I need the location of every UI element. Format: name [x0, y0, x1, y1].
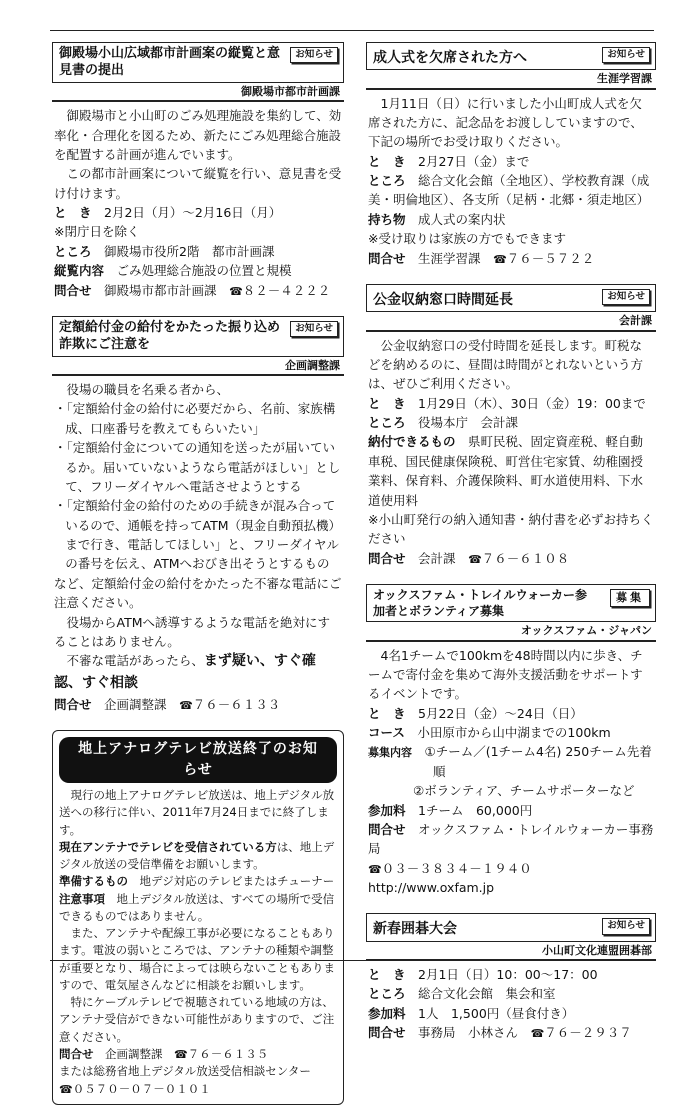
field-label: 募集内容 [368, 746, 412, 760]
contact-dept: 事務局 小林さん [418, 1025, 519, 1041]
article-title: 地上アナログテレビ放送終了のお知らせ [59, 737, 337, 783]
department-label: 小山町文化連盟囲碁部 [366, 941, 656, 961]
contact-label: 問合せ [368, 250, 406, 266]
field-value: ②ボランティア、チームサポーターなど [413, 783, 635, 799]
contact-label: 問合せ [368, 1025, 406, 1041]
article-coming-of-age [366, 42, 656, 268]
phone-number: ８２－４２２２ [242, 282, 331, 298]
contact-dept: オックスファム・トレイルウォーカー事務局 [368, 821, 654, 857]
contact-label: 問合せ [59, 1046, 94, 1061]
field-value: 地上デジタル放送は、すべての場所で受信できるものではありません。 [59, 891, 335, 923]
paragraph: また、アンテナや配線工事が必要になることもあります。電波の弱いところでは、アンテナの種類や調整が重要となり、場合によっては映らないこともありますので、電気屋さんなどに相談をお願いします。 [59, 926, 335, 992]
bullet-item: ・「定額給付金の給付に必要だから、名前、家族構成、口座番号を教えてもらいたい」 [54, 401, 336, 436]
article-analog-tv [52, 730, 344, 1105]
article-title: 新春囲碁大会 [373, 921, 457, 938]
bullet-item: ・「定額給付金についての通知を送ったが届いているか。届いていないようなら電話がほしい」として、フリーダイヤルへ電話させようとする [54, 440, 341, 494]
paragraph: 現行の地上アナログテレビ放送は、地上デジタル放送への移行に伴い、2011年7月24日までに終了します。 [59, 788, 335, 837]
department-label: 御殿場市都市計画課 [52, 82, 344, 102]
article-go-tournament [366, 913, 656, 1042]
emphasis-text: 現在アンテナでテレビを受信されている方 [59, 839, 277, 854]
department-label: 企画調整課 [52, 356, 344, 376]
field-value: 1人 1,500円（昼食付き） [418, 1005, 575, 1021]
phone-number: ０３－３８３４－１９４０ [381, 860, 532, 876]
notice-tag: お知らせ [602, 918, 650, 934]
paragraph: 特にケーブルテレビで視聴されている地域の方は、アンテナ受信ができない可能性がありますので、ご注意ください。 [59, 995, 335, 1044]
field-value: ごみ処理総合施設の位置と規模 [116, 263, 292, 279]
contact-alt: または総務省地上デジタル放送受信相談センター [59, 1064, 311, 1079]
article-title: 公金収納窓口時間延長 [373, 291, 513, 308]
article-title-box [52, 42, 344, 82]
field-label: 納付できるもの [368, 434, 456, 450]
field-value: 御殿場市役所2階 都市計画課 [104, 243, 275, 259]
phone-number: ７６－６１０８ [481, 550, 570, 566]
field-label: 注意事項 [59, 891, 105, 906]
article-oxfam [366, 584, 656, 897]
field-label: と き [368, 153, 406, 169]
field-label: ところ [368, 173, 406, 189]
article-city-plan [52, 42, 344, 300]
emphasis-text: まず疑い、すぐ確認、すぐ相談 [54, 653, 316, 692]
article-title: 定額給付金の給付をかたった振り込め詐欺にご注意を [59, 319, 281, 352]
field-value: 2月2日（月）～2月16日（月） [104, 205, 282, 221]
notice-tag: お知らせ [290, 321, 338, 337]
phone-number: ７６－５７２２ [506, 250, 595, 266]
left-column [52, 42, 344, 1105]
field-value: 2月27日（金）まで [418, 153, 530, 169]
phone-icon: ☎ [59, 1082, 73, 1096]
field-label: と き [368, 395, 406, 411]
right-column [366, 42, 656, 1059]
contact-label: 問合せ [54, 282, 92, 298]
department-label: 生涯学習課 [366, 69, 656, 89]
field-label: と き [368, 967, 406, 983]
contact-label: 問合せ [368, 550, 406, 566]
field-label: ところ [54, 243, 92, 259]
field-label: ところ [368, 415, 406, 431]
phone-icon: ☎ [368, 862, 382, 876]
paragraph: 4名1チームで100kmを48時間以内に歩き、チームで寄付金を集めて海外支援活動をサポートするイベントです。 [368, 647, 643, 702]
contact-dept: 御殿場市都市計画課 [104, 282, 217, 298]
field-label: 縦覧内容 [54, 263, 105, 279]
paragraph: 役場の職員を名乗る者から、 [66, 382, 230, 398]
paragraph: この都市計画案について縦覧を行い、意見書を受け付けます。 [54, 166, 342, 201]
contact-dept: 企画調整課 [105, 1046, 163, 1061]
field-label: 参加料 [368, 1005, 406, 1021]
article-title-box [366, 284, 656, 311]
article-payment-hours [366, 284, 656, 568]
field-value: 地デジ対応のテレビまたはチューナー [139, 874, 335, 889]
department-label: 会計課 [366, 311, 656, 331]
notice-tag: お知らせ [602, 47, 650, 63]
field-label: 持ち物 [368, 211, 406, 227]
article-fraud-warning [52, 316, 344, 714]
recruit-tag: 募集 [610, 589, 650, 607]
article-title: 御殿場小山広域都市計画案の縦覧と意見書の提出 [59, 46, 281, 78]
note: ※受け取りは家族の方でもできます [368, 231, 566, 247]
field-value: ①チーム／(1チーム4名) 250チーム先着順 [424, 744, 652, 779]
field-value: 5月22日（金）～24日（日） [418, 705, 583, 721]
contact-label: 問合せ [368, 821, 406, 837]
note: ※閉庁日を除く [54, 224, 140, 240]
note: ※小山町発行の納入通知書・納付書を必ずお持ちください [368, 511, 654, 547]
phone-icon: ☎ [179, 698, 193, 712]
field-label: 参加料 [368, 802, 406, 818]
contact-dept: 会計課 [418, 550, 456, 566]
field-value: 1月29日（木）、30日（金）19：00まで [418, 395, 646, 411]
field-value: 1チーム 60,000円 [418, 802, 533, 818]
phone-number: ７６－６１３３ [192, 696, 281, 712]
article-title: オックスファム・トレイルウォーカー参加者とボランティア募集 [373, 588, 587, 618]
phone-icon: ☎ [229, 284, 243, 298]
field-value: 成人式の案内状 [418, 211, 506, 227]
phone-number: ０５７０－０７－０１０１ [72, 1081, 211, 1096]
field-label: と き [54, 205, 92, 221]
phone-number: ７６－２９３７ [544, 1025, 632, 1041]
field-value: 総合文化会館（全地区）、学校教育課（成美・明倫地区）、各支所（足柄・北郷・須走地区） [368, 173, 650, 208]
phone-icon: ☎ [468, 552, 482, 566]
article-title-box [52, 316, 344, 356]
contact-label: 問合せ [54, 696, 92, 712]
phone-icon: ☎ [174, 1047, 188, 1061]
field-label: と き [368, 705, 406, 721]
notice-tag: お知らせ [290, 47, 338, 63]
paragraph: 不審な電話があったら、 [66, 653, 204, 669]
field-label: コース [368, 725, 405, 741]
contact-dept: 生涯学習課 [418, 250, 481, 266]
paragraph: 公金収納窓口の受付時間を延長します。町税などを納めるのに、昼間は時間がとれないという方は、ぜひご利用ください。 [368, 337, 644, 392]
field-value: 役場本庁 会計課 [418, 415, 519, 431]
paragraph: 1月11日（日）に行いました小山町成人式を欠席された方に、記念品をお渡ししていますので、下記の場所でお受け取りください。 [368, 95, 643, 150]
paragraph: 御殿場市と小山町のごみ処理施設を集約して、効率化・合理化を図るため、新たにごみ処理総合施設を配置する計画が進んでいます。 [54, 108, 342, 162]
paragraph: 役場からATMへ誘導するような電話を絶対にすることはありません。 [54, 614, 331, 649]
notice-tag: お知らせ [602, 289, 650, 305]
website-link[interactable]: http://www.oxfam.jp [368, 880, 495, 896]
contact-dept: 企画調整課 [104, 696, 167, 712]
paragraph: は、地上デジタル放送の受信準備をお願いします。 [59, 839, 335, 872]
field-value: 県町民税、固定資産税、軽自動車税、国民健康保険税、町営住宅家賃、幼稚園授業料、保育料、介護保険料、町水道使用料、下水道使用料 [368, 434, 644, 508]
phone-number: ７６－６１３５ [187, 1046, 269, 1061]
field-label: 準備するもの [59, 874, 128, 889]
article-title-box [366, 913, 656, 940]
field-value: 2月1日（日）10：00～17：00 [418, 967, 598, 983]
top-rule [50, 30, 654, 31]
phone-icon: ☎ [530, 1027, 545, 1041]
article-title-box [366, 584, 656, 621]
bullet-item: ・「定額給付金の給付のための手続きが混み合っているので、通帳を持ってATM（現金自動預払機）まで行き、電話してほしい」と、フリーダイヤルの番号を伝え、ATMへおびき出そうとするもの [54, 498, 342, 572]
paragraph: など、定額給付金の給付をかたった不審な電話にご注意ください。 [54, 575, 342, 611]
field-value: 小田原市から山中湖までの100km [417, 725, 611, 741]
field-label: ところ [368, 986, 406, 1002]
field-value: 総合文化会館 集会和室 [418, 986, 556, 1002]
department-label: オックスファム・ジャパン [366, 621, 656, 641]
phone-icon: ☎ [493, 252, 507, 266]
article-title-box [366, 42, 656, 69]
article-title: 成人式を欠席された方へ [373, 50, 527, 66]
